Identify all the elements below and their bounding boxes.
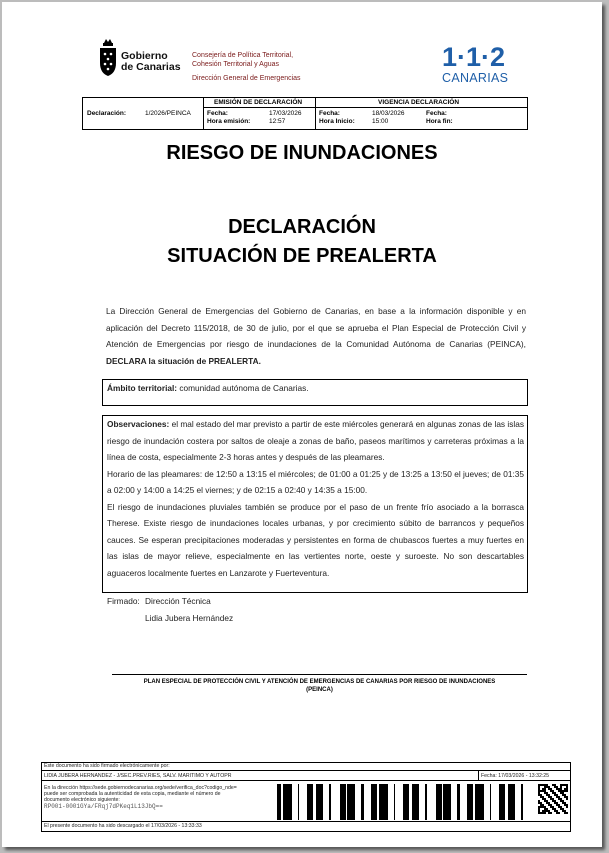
gobierno-line2: de Canarias	[121, 61, 181, 73]
sig-verif-line1: En la dirección https://sede.gobiernodecanarias.org/sede/verifica_doc?codigo_nde=	[44, 785, 237, 791]
document-page	[2, 2, 602, 847]
consejeria-line1: Consejería de Política Territorial,	[192, 52, 294, 59]
firmado-cargo: Dirección Técnica	[145, 596, 211, 606]
vigencia-fecha-value: 18/03/2026	[372, 110, 405, 117]
plan-footer-line1: PLAN ESPECIAL DE PROTECCIÓN CIVIL Y ATENCIÓN DE EMERGENCIAS DE CANARIAS POR RIESGO DE INUNDACIONES	[143, 679, 496, 685]
sig-verification-text	[44, 785, 269, 810]
declaracion-value: 1/2026/PEINCA	[145, 110, 191, 117]
plan-footer-line2: (PEINCA)	[306, 686, 333, 693]
observaciones-box	[102, 415, 528, 593]
sig-fecha: Fecha: 17/03/2026 - 13:32:25	[481, 773, 550, 779]
gobierno-line1: Gobierno	[121, 50, 168, 62]
hora-emision-value: 12:57	[269, 118, 286, 125]
declaracion-cell	[83, 98, 204, 129]
firmado-label: Firmado:	[107, 596, 140, 606]
vigencia-title: VIGENCIA DECLARACIÓN	[378, 99, 460, 106]
sig-row-2	[42, 771, 570, 781]
gobierno-canarias-logo-text	[121, 51, 181, 73]
sig-signed-by: Este documento ha sido firmado electrónicamente por:	[44, 763, 170, 769]
qr-code-image	[538, 784, 568, 814]
coat-of-arms-logo	[98, 39, 118, 77]
emision-fecha-label: Fecha:	[207, 110, 228, 117]
hora-inicio-label: Hora Inicio:	[319, 118, 355, 125]
consejeria-line2: Cohesión Territorial y Aguas	[192, 60, 280, 68]
sig-verif-line2: puede ser comprobada la autenticidad de esta copia, mediante el número de	[44, 791, 221, 797]
sig-descarga: El presente documento ha sido descargado el 17/03/2026 - 13:33:33	[44, 823, 202, 829]
sig-firmante: LIDIA JUBERA HERNANDEZ - J/SEC.PREV.RIES, SALV. MARITIMO Y AUTOPR	[44, 773, 232, 779]
ambito-value: comunidad autónoma de Canarias.	[177, 383, 309, 393]
sig-verif-line3: documento electrónico siguiente:	[44, 797, 120, 803]
situacion-title: SITUACIÓN DE PREALERTA	[167, 245, 437, 267]
declaracion-label: Declaración:	[87, 110, 127, 117]
intro-text: La Dirección General de Emergencias del Gobierno de Canarias, en base a la información disponible y en aplicación del Decreto 115/2018, de 30 de julio, por el que se aprueba el Plan Especial de Protección Civil y Atención de Emergencias por riesgo de inundaciones de la Comunidad Autónoma de Canarias (PEINCA),	[106, 306, 526, 349]
emision-cell	[204, 98, 316, 129]
plan-footer	[112, 679, 527, 694]
footer-divider	[112, 674, 527, 675]
observaciones-text-1: el mal estado del mar previsto a partir de este miércoles generará en algunas zonas de las islas riesgo de inundación costera por saltos de oleaje a zonas de baño, paseos marítimos y carreteras próximas a la línea de costa, especialmente 2-3 horas antes y después de las pleamares.	[107, 419, 524, 462]
observaciones-text-2: Horario de las pleamares: de 12:50 a 13:15 el miércoles; de 01:00 a 01:25 y de 13:25 a 13:50 el jueves; de 01:35 a 02:00 y 14:00 a 14:25 el viernes; y de 02:15 a 02:40 y 14:35 a 15:00.	[107, 468, 524, 495]
intro-declara: DECLARA la situación de PREALERTA.	[106, 355, 261, 366]
declaracion-title: DECLARACIÓN	[228, 216, 376, 238]
emision-fecha-value: 17/03/2026	[269, 110, 302, 117]
direccion-general: Dirección General de Emergencias	[192, 75, 301, 82]
hora-emision-label: Hora emisión:	[207, 118, 251, 125]
consejeria	[192, 52, 293, 69]
hora-inicio-value: 15:00	[372, 118, 389, 125]
logo-112: 1·1·2	[442, 42, 506, 72]
emision-title: EMISIÓN DE DECLARACIÓN	[214, 99, 303, 106]
observaciones-p1	[107, 416, 524, 466]
hora-fin-label: Hora fin:	[426, 118, 453, 125]
fecha-fin-label: Fecha:	[426, 110, 447, 117]
observaciones-text-3: El riesgo de inundaciones pluviales también se produce por el paso de un frente frío asociado a la borrasca Therese. Existe riesgo de inundaciones locales urbanas, y por crecimiento súbito de barrancos y pequeños cauces. Se esperan precipitaciones moderadas y persistentes en forma de chubascos fuertes a muy fuertes en las islas de mayor relieve, especialmente en las vertientes norte, oeste y suroeste. No son descartables aguaceros localmente fuertes en Lanzarote y Fuerteventura.	[107, 501, 524, 578]
barcode-image	[277, 784, 532, 820]
ambito-label: Ámbito territorial:	[107, 383, 178, 393]
sig-codigo: RP001-0001GYa/FRqj7dPKeq1L13JbQ==	[44, 803, 163, 810]
intro-paragraph	[106, 303, 526, 369]
sig-row-1	[42, 763, 570, 771]
ambito-box	[102, 379, 528, 406]
main-title: RIESGO DE INUNDACIONES	[166, 142, 438, 164]
vigencia-cell	[316, 98, 527, 129]
declaration-info-table	[82, 97, 528, 130]
observaciones-label: Observaciones:	[107, 419, 170, 429]
vigencia-fecha-label: Fecha:	[319, 110, 340, 117]
logo-112-subtitle: CANARIAS	[442, 71, 509, 85]
firmado-nombre: Lidia Jubera Hernández	[145, 613, 234, 623]
electronic-signature-block	[41, 762, 571, 832]
